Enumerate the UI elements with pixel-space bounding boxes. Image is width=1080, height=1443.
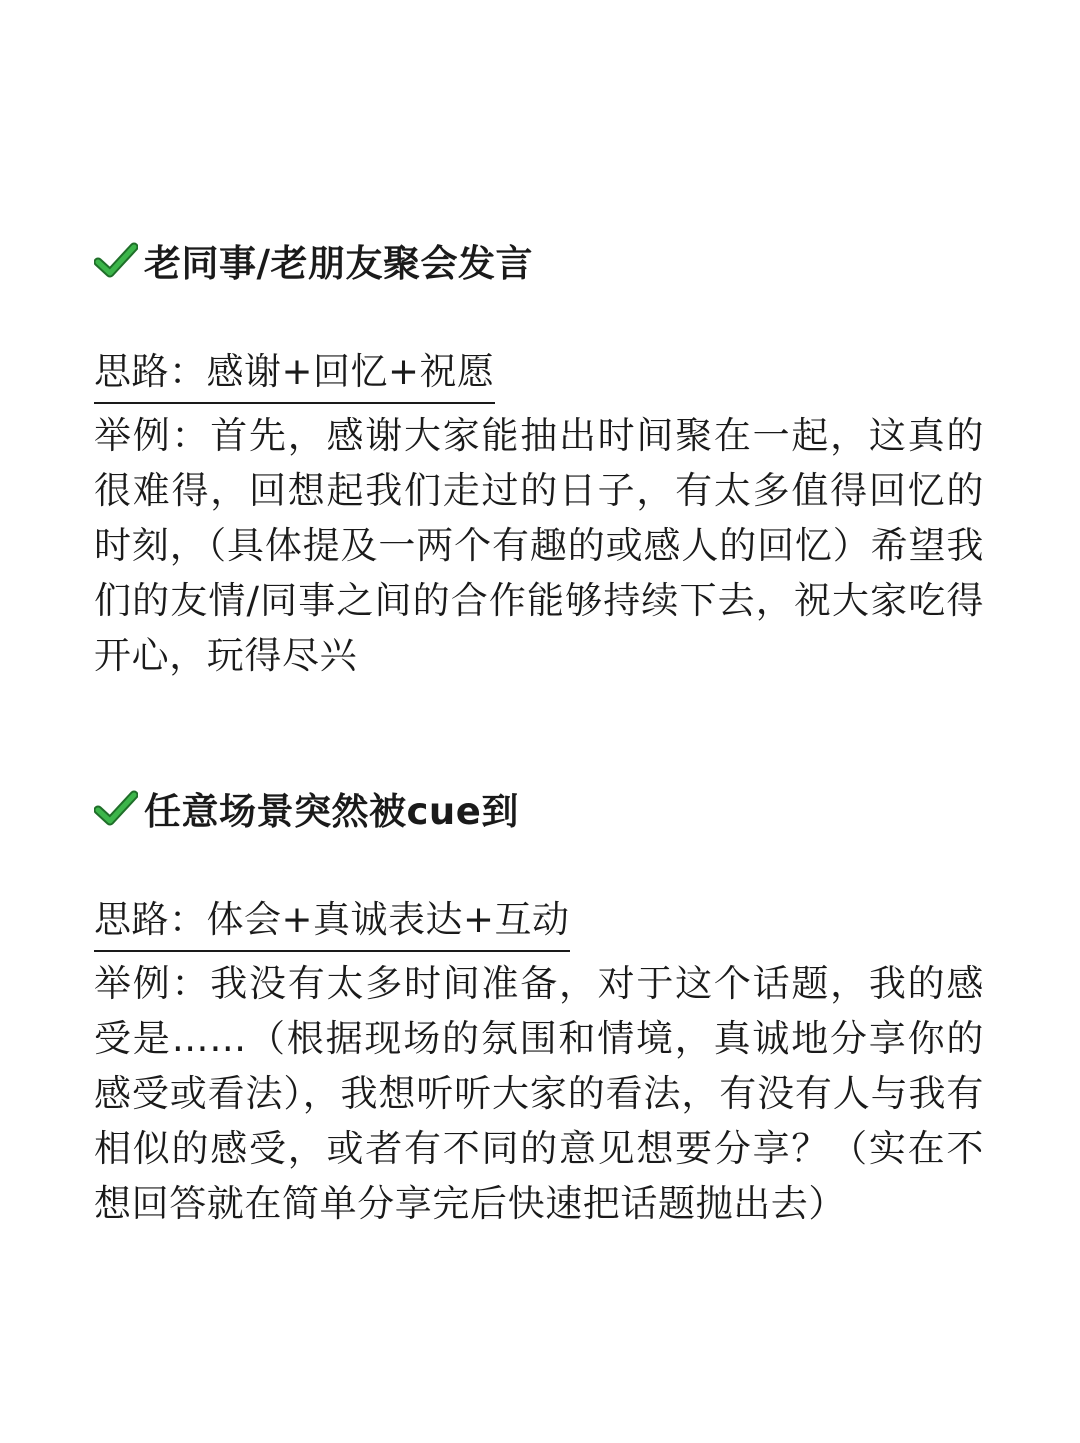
section-title: 老同事/老朋友聚会发言 — [144, 242, 534, 285]
section-heading — [94, 780, 994, 836]
example-paragraph: 举例：首先，感谢大家能抽出时间聚在一起，这真的很难得，回想起我们走过的日子，有太多值得回忆的时刻，（具体提及一两个有趣的或感人的回忆）希望我们的友情/同事之间的合作能够持续下去，祝大家吃得开心，玩得尽兴 — [94, 414, 984, 677]
approach-line: 思路：感谢+回忆+祝愿 — [94, 346, 495, 404]
check-mark-icon — [94, 788, 138, 828]
section-reunion-speech — [94, 232, 994, 683]
section-title: 任意场景突然被cue到 — [144, 790, 519, 833]
example-paragraph: 举例：我没有太多时间准备，对于这个话题，我的感受是……（根据现场的氛围和情境，真诚地分享你的感受或看法），我想听听大家的看法，有没有人与我有相似的感受，或者有不同的意见想要分享？（实在不想回答就在简单分享完后快速把话题抛出去） — [94, 962, 984, 1225]
section-heading — [94, 232, 994, 288]
approach-line: 思路：体会+真诚表达+互动 — [94, 894, 570, 952]
check-mark-icon — [94, 240, 138, 280]
section-suddenly-called-on — [94, 780, 994, 1231]
